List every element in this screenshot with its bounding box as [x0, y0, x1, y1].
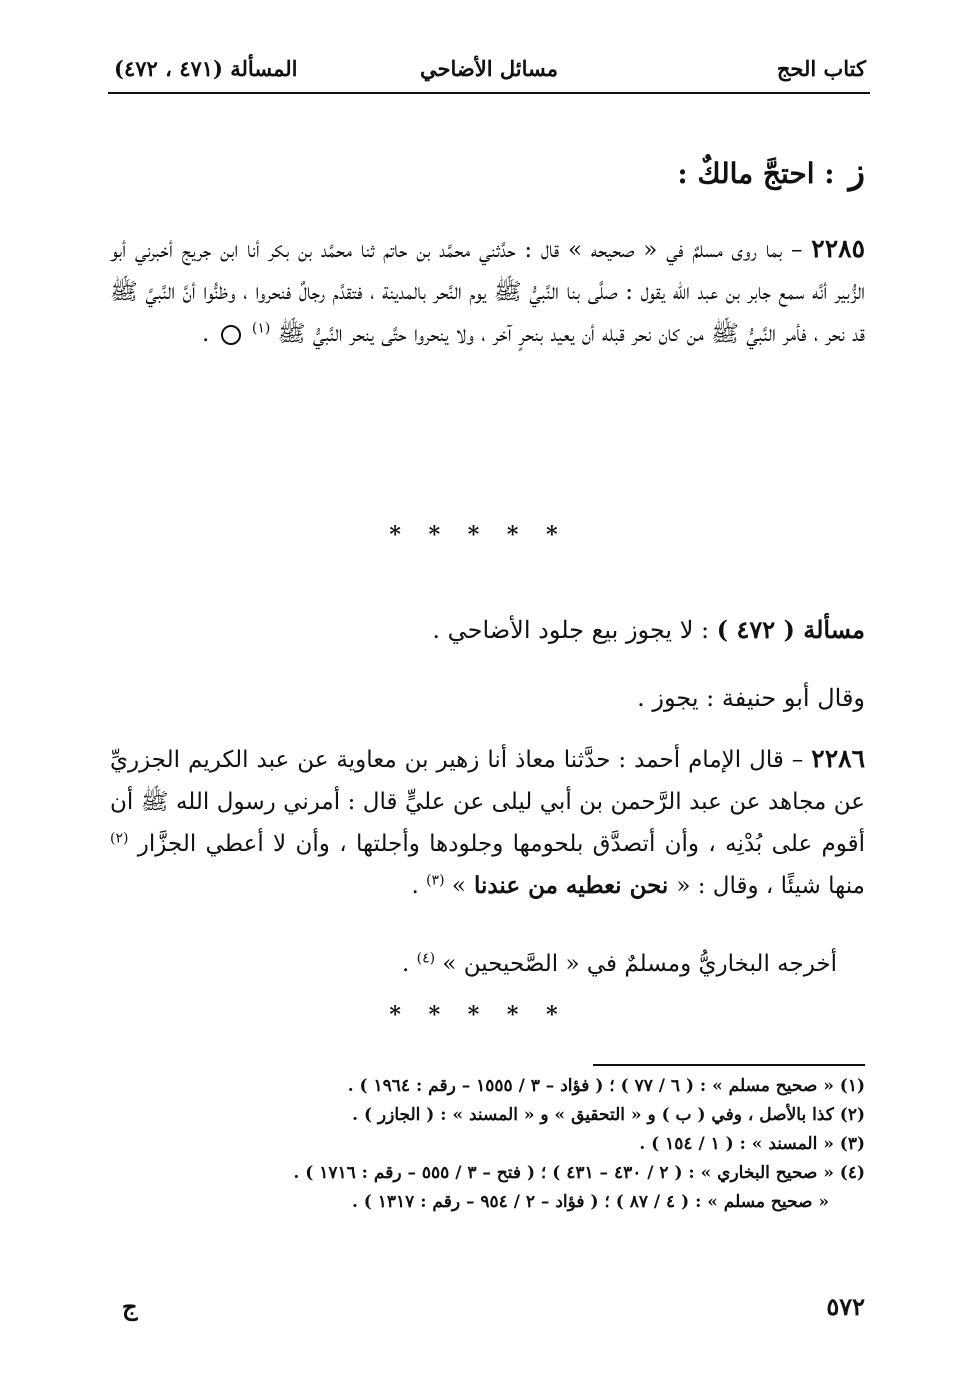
hadith-text: – بما روى مسلمٌ في « صحيحه » قال : حدَّثني محمَّد بن حاتم ثنا محمَّد بن بكر أنا ابن جريج أخبرني أبو الزُّبير أنَّه سمع جابر بن عبد الله يقول : صلَّى بنا النَّبيُّ ﷺ يوم النَّحر بالمدينة ، فتقدَّم رجالٌ فنحروا ، وظنُّوا أنَّ النَّبيَّ ﷺ قد نحر ، فأمر النَّبيُّ ﷺ من كان نحر قبله أن يعيد بنحرٍ آخر ، ولا ينحروا حتَّى ينحر النَّبيُّ ﷺ	[110, 237, 865, 347]
hadith-number: ٢٢٨٥	[811, 234, 865, 263]
running-header	[108, 52, 870, 94]
footnote-item: (٤) « صحيح البخاري » : ( ٢ / ٤٣٠ – ٤٣١ ) ؛ ( فتح – ٣ / ٥٥٥ – رقم : ١٧١٦ ) .	[293, 1163, 865, 1183]
header-issue-range: المسألة (٤٧١ ، ٤٧٢)	[114, 56, 298, 81]
takhrij-end: .	[401, 951, 410, 977]
section-label	[110, 152, 865, 192]
section-letter: ز	[848, 152, 865, 192]
footnote-ref: (٣)	[426, 872, 445, 889]
hadith-bold-quote: نحن نعطيه من عندنا	[465, 872, 677, 899]
footnote-ref: (٢)	[110, 830, 129, 847]
header-chapter-title: مسائل الأضاحي	[420, 56, 558, 81]
section-divider: * * * * *	[389, 1002, 568, 1028]
quote-close: »	[451, 873, 466, 899]
footnote-ref: (١)	[251, 320, 271, 337]
hadith-2285	[110, 228, 865, 355]
hadith-end: .	[411, 873, 419, 899]
footnote-separator	[593, 1064, 865, 1066]
issue-label: مسألة ( ٤٧٢ )	[716, 615, 865, 644]
footnote-item: (١) « صحيح مسلم » : ( ٦ / ٧٧ ) ؛ ( فؤاد – ٣ / ١٥٥٥ – رقم : ١٩٦٤ ) .	[347, 1076, 865, 1096]
footnotes	[110, 1072, 865, 1217]
hadith-end: .	[201, 321, 210, 347]
footnote-item-continued: « صحيح مسلم » : ( ٤ / ٨٧ ) ؛ ( فؤاد – ٢ / ٩٥٤ – رقم : ١٣١٧ ) .	[351, 1192, 829, 1212]
section-divider: * * * * *	[389, 522, 568, 548]
takhrij-text: أخرجه البخاريُّ ومسلمٌ في « الصَّحيحين »	[442, 951, 837, 977]
page-number: ٥٧٢	[826, 1292, 865, 1321]
footnote-item: (٣) « المسند » : ( ١ / ١٥٤ ) .	[639, 1134, 865, 1154]
section-label-text: : احتجَّ مالكٌ :	[677, 157, 835, 190]
hadith-number: ٢٢٨٦	[811, 744, 865, 773]
footnote-ref: (٤)	[416, 950, 436, 967]
issue-472-heading	[110, 610, 865, 650]
footnote-item: (٢) كذا بالأصل ، وفي ( ب ) و « التحقيق » و « المسند » : ( الجازر ) .	[352, 1105, 865, 1125]
signature-mark: ج	[122, 1292, 138, 1321]
hadith-2286	[110, 738, 865, 907]
end-circle-icon	[221, 325, 241, 345]
hadith-text-continued: منها شيئًا ، وقال : «	[676, 873, 865, 899]
hadith-text: – قال الإمام أحمد : حدَّثنا معاذ أنا زهير بن معاوية عن عبد الكريم الجزريِّ عن مجاهد عن عبد الرَّحمن بن أبي ليلى عن عليٍّ قال : أمرني رسول الله ﷺ أن أقوم على بُدْنِه ، وأن أتصدَّق بلحومها وجلودها وأجلتها ، وأن لا أعطي الجزَّار	[110, 747, 865, 857]
takhrij-line	[110, 943, 865, 985]
abu-hanifa-opinion: وقال أبو حنيفة : يجوز .	[637, 684, 865, 712]
header-book-title: كتاب الحج	[776, 56, 866, 81]
issue-text: : لا يجوز بيع جلود الأضاحي .	[432, 616, 717, 644]
